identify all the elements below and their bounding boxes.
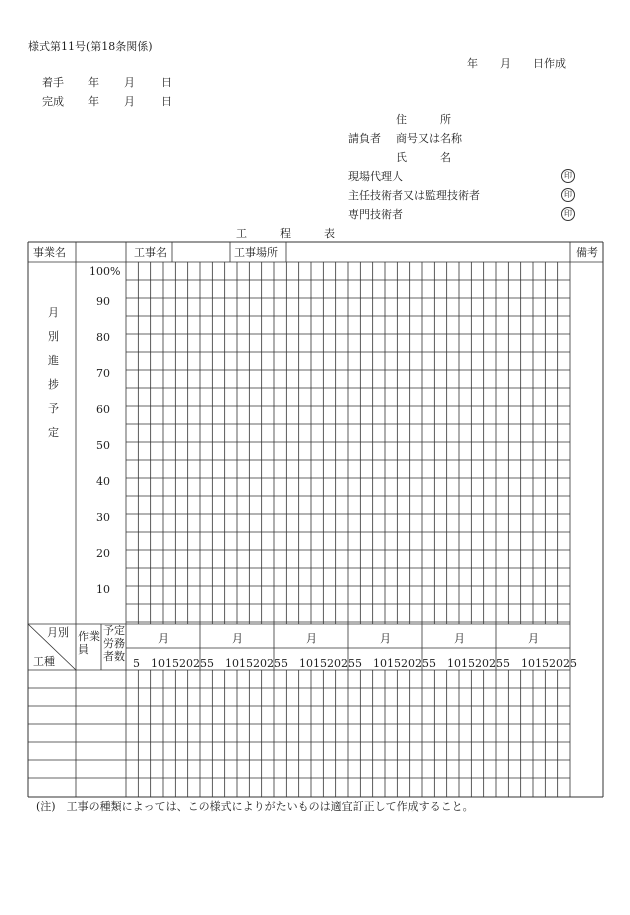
planned-labor-label (103, 624, 125, 663)
seal-site-agent: 印 (561, 169, 575, 183)
start-label: 着手 (42, 76, 64, 89)
chief-engineer-label: 主任技術者又は監理技術者 (348, 189, 480, 202)
pct-label: 10 (96, 583, 110, 596)
pct-label: 100% (89, 265, 121, 278)
seal-specialist-engineer: 印 (561, 207, 575, 221)
work-place-label: 工事場所 (234, 246, 278, 259)
planned-labor-line: 予定 (103, 624, 125, 637)
vertical-char: 定 (48, 426, 59, 439)
month-label: 月 (454, 632, 465, 645)
worker-label-line: 員 (78, 643, 89, 656)
pct-label: 90 (96, 295, 110, 308)
work-type-label: 工種 (33, 655, 55, 668)
month-label: 月 (158, 632, 169, 645)
contractor-label: 請負者 (348, 132, 381, 145)
month-label: 月 (528, 632, 539, 645)
vertical-char: 予 (48, 402, 59, 415)
pct-label: 80 (96, 331, 110, 344)
planned-labor-line: 者数 (103, 650, 125, 663)
day-ticks: 5 10152025 (355, 657, 429, 670)
finish-day: 日 (161, 95, 172, 108)
worker-label-line: 作業 (78, 630, 100, 643)
site-agent-label: 現場代理人 (348, 170, 403, 183)
pct-label: 50 (96, 439, 110, 452)
start-day: 日 (161, 76, 172, 89)
work-name-label: 工事名 (134, 246, 167, 259)
trade-name-label: 商号又は名称 (396, 132, 462, 145)
month-label: 月 (380, 632, 391, 645)
finish-label: 完成 (42, 95, 64, 108)
created-date: 年 月 日作成 (467, 57, 566, 70)
worker-label (78, 630, 100, 656)
finish-year: 年 (88, 95, 99, 108)
pct-label: 40 (96, 475, 110, 488)
month-header-label: 月別 (47, 626, 69, 639)
pct-label: 70 (96, 367, 110, 380)
finish-month: 月 (124, 95, 135, 108)
name-label: 氏 名 (396, 151, 451, 164)
vertical-char: 月 (48, 306, 59, 319)
pct-label: 20 (96, 547, 110, 560)
month-label: 月 (232, 632, 243, 645)
day-ticks: 5 10152025 (281, 657, 355, 670)
project-name-label: 事業名 (33, 246, 66, 259)
day-ticks: 5 10152025 (133, 657, 207, 670)
day-ticks: 5 10152025 (503, 657, 577, 670)
pct-label: 60 (96, 403, 110, 416)
address-label: 住 所 (396, 113, 451, 126)
day-ticks: 5 10152025 (429, 657, 503, 670)
vertical-char: 別 (48, 330, 59, 343)
vertical-char: 捗 (48, 378, 59, 391)
pct-label: 30 (96, 511, 110, 524)
vertical-char: 進 (48, 354, 59, 367)
specialist-engineer-label: 専門技術者 (348, 208, 403, 221)
day-ticks: 5 10152025 (207, 657, 281, 670)
page-title: 工 程 表 (236, 227, 335, 240)
form-number: 様式第11号(第18条関係) (28, 40, 153, 53)
planned-labor-line: 労務 (103, 637, 125, 650)
seal-chief-engineer: 印 (561, 188, 575, 202)
start-month: 月 (124, 76, 135, 89)
footnote: (注) 工事の種類によっては、この様式によりがたいものは適宜訂正して作成すること。 (36, 800, 474, 813)
start-year: 年 (88, 76, 99, 89)
month-label: 月 (306, 632, 317, 645)
remarks-label: 備考 (576, 246, 598, 259)
